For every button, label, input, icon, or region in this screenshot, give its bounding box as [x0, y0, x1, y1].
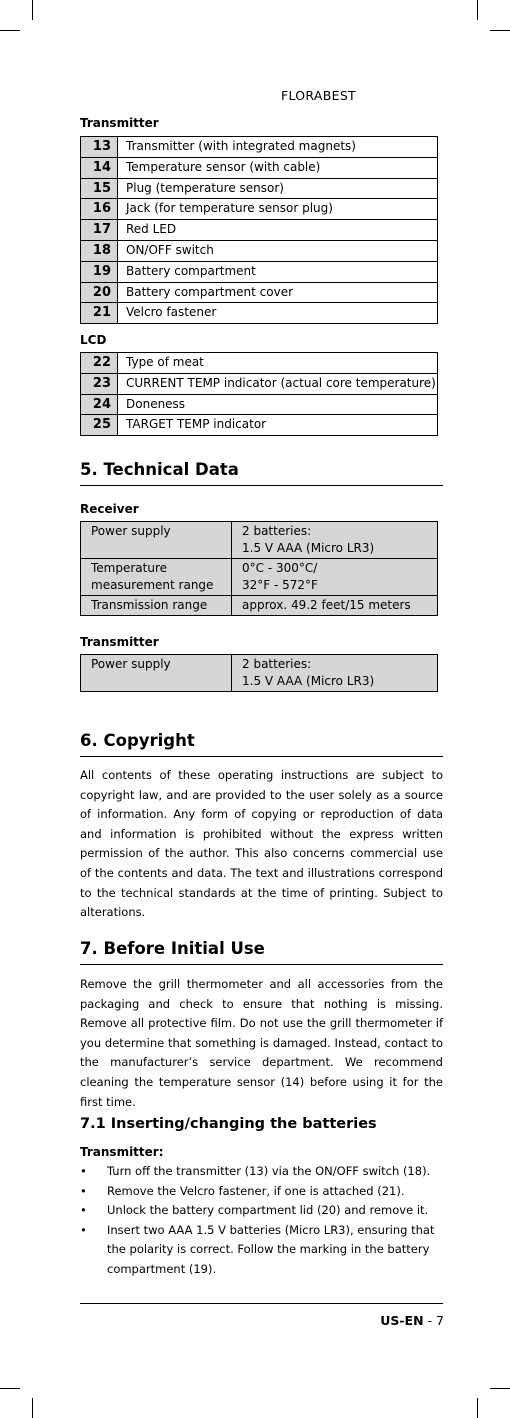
table-row: [81, 137, 438, 158]
page-number: 7: [436, 1313, 444, 1328]
spec-value-line: 1.5 V AAA (Micro LR3): [242, 674, 375, 688]
part-label: Jack (for temperature sensor plug): [118, 199, 438, 220]
spec-value-line: 0°C - 300°C/: [242, 561, 318, 575]
list-item: • Remove the Velcro fastener, if one is attached (21).: [80, 1182, 443, 1202]
part-number: 24: [81, 394, 118, 415]
table-row: [81, 261, 438, 282]
part-label: Battery compartment cover: [118, 282, 438, 303]
spec-label: [81, 522, 232, 559]
lcd-parts-table: [80, 352, 438, 436]
part-number: 15: [81, 178, 118, 199]
spec-value-line: approx. 49.2 feet/15 meters: [242, 598, 411, 612]
table-row: [81, 178, 438, 199]
spec-value-line: 2 batteries:: [242, 524, 312, 538]
receiver-title: Receiver: [80, 502, 139, 516]
crop-mark: [0, 1388, 20, 1389]
spec-label-line: Temperature: [91, 561, 168, 575]
table-row: [81, 240, 438, 261]
table-row: [81, 353, 438, 374]
part-number: 18: [81, 240, 118, 261]
table-row: [81, 373, 438, 394]
table-row: [81, 157, 438, 178]
transmitter-tech-title: Transmitter: [80, 635, 159, 649]
spec-value-line: 32°F - 572°F: [242, 578, 318, 592]
table-row: [81, 522, 438, 559]
spec-label: [81, 596, 232, 616]
spec-value: [232, 559, 438, 596]
crop-mark: [490, 30, 510, 31]
part-label: ON/OFF switch: [118, 240, 438, 261]
spec-label: [81, 559, 232, 596]
table-row: [81, 303, 438, 324]
technical-data-heading: 5. Technical Data: [80, 460, 443, 486]
part-number: 22: [81, 353, 118, 374]
crop-mark: [477, 1398, 478, 1418]
copyright-heading: 6. Copyright: [80, 731, 443, 757]
part-label: Velcro fastener: [118, 303, 438, 324]
copyright-text: All contents of these operating instructions are subject to copyright law, and are provided to the user solely as a source of information. Any form of copying or reproduction of data and information is prohibited without the express written permission of the author. This also concerns commercial use of the contents and data. The text and illustrations correspond to the technical standards at the time of printing. Subject to alterations.: [80, 768, 443, 920]
before-use-text: Remove the grill thermometer and all accessories from the packaging and check to ensure that nothing is missing. Remove all protective film. Do not use the grill thermometer if you determine that something is damaged. Instead, contact to the manufacturer’s service department. We recommend cleaning the temperature sensor (14) before using it for the first time.: [80, 977, 443, 1109]
crop-mark: [32, 0, 33, 20]
part-number: 16: [81, 199, 118, 220]
part-number: 14: [81, 157, 118, 178]
part-label: Doneness: [118, 394, 438, 415]
before-use-heading: 7. Before Initial Use: [80, 939, 443, 965]
spec-label-line: Transmission range: [91, 598, 208, 612]
crop-mark: [477, 0, 478, 20]
part-number: 21: [81, 303, 118, 324]
crop-mark: [490, 1388, 510, 1389]
spec-label-line: Power supply: [91, 657, 171, 671]
batteries-heading: 7.1 Inserting/changing the batteries: [80, 1116, 377, 1132]
footer-separator: -: [427, 1313, 433, 1328]
crop-mark: [0, 30, 20, 31]
list-item: • Unlock the battery compartment lid (20) and remove it.: [80, 1201, 443, 1221]
batteries-subheading: Transmitter:: [80, 1145, 164, 1159]
spec-value-line: 2 batteries:: [242, 657, 312, 671]
part-number: 23: [81, 373, 118, 394]
table-row: [81, 394, 438, 415]
table-row: [81, 596, 438, 616]
part-number: 17: [81, 220, 118, 241]
batteries-steps-list: [80, 1162, 443, 1280]
transmitter-tech-table: [80, 654, 438, 692]
part-label: Plug (temperature sensor): [118, 178, 438, 199]
part-number: 25: [81, 415, 118, 436]
table-row: [81, 559, 438, 596]
transmitter-parts-table: [80, 136, 438, 324]
part-label: CURRENT TEMP indicator (actual core temperature): [118, 373, 438, 394]
part-number: 19: [81, 261, 118, 282]
list-item: • Turn off the transmitter (13) via the ON/OFF switch (18).: [80, 1162, 443, 1182]
crop-mark: [32, 1398, 33, 1418]
part-label: TARGET TEMP indicator: [118, 415, 438, 436]
table-row: [81, 199, 438, 220]
spec-value-line: 1.5 V AAA (Micro LR3): [242, 541, 375, 555]
footer-rule: [80, 1303, 443, 1304]
receiver-table: [80, 521, 438, 616]
part-label: Type of meat: [118, 353, 438, 374]
page-footer: [380, 1313, 444, 1328]
spec-label-line: Power supply: [91, 524, 171, 538]
lcd-parts-title: LCD: [80, 333, 107, 347]
spec-value: [232, 596, 438, 616]
table-row: [81, 282, 438, 303]
part-number: 20: [81, 282, 118, 303]
footer-language: US-EN: [380, 1313, 424, 1328]
table-row: [81, 220, 438, 241]
brand-header: FLORABEST: [280, 88, 356, 103]
part-label: Battery compartment: [118, 261, 438, 282]
spec-value: [232, 655, 438, 692]
part-label: Transmitter (with integrated magnets): [118, 137, 438, 158]
transmitter-parts-title: Transmitter: [80, 116, 159, 130]
spec-label: [81, 655, 232, 692]
table-row: [81, 415, 438, 436]
table-row: [81, 655, 438, 692]
list-item: • Insert two AAA 1.5 V batteries (Micro LR3), ensuring that the polarity is correct. Follow the marking in the battery compartment (19).: [80, 1221, 443, 1280]
spec-value: [232, 522, 438, 559]
part-number: 13: [81, 137, 118, 158]
part-label: Red LED: [118, 220, 438, 241]
spec-label-line: measurement range: [91, 578, 214, 592]
part-label: Temperature sensor (with cable): [118, 157, 438, 178]
